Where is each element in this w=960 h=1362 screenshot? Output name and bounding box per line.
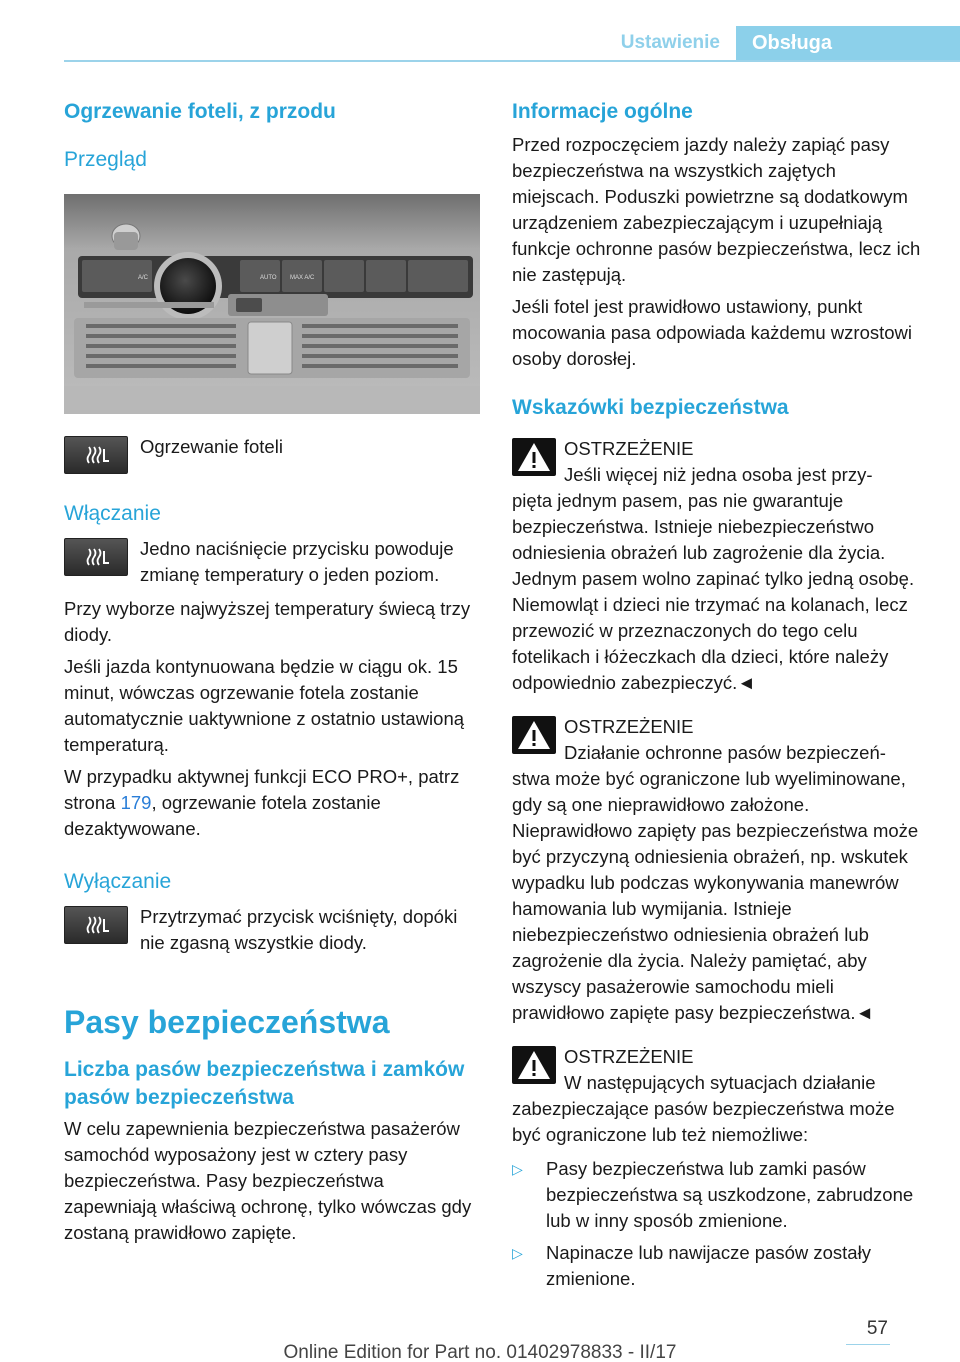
belts-count-heading: Liczba pasów bezpieczeństwa i zamków pasów bezpieczeństwa xyxy=(64,1058,465,1109)
seat-heating-icon xyxy=(64,906,128,944)
warning-text: pięta jednym pasem, pas nie gwarantuje bezpieczeństwa. Istnieje niebezpieczeństwo odniesienia obrażeń lub zagrożenie dla życia. Jednym pasem wolno zapinać tylko jedną osobę. Niemowląt i dzieci nie trzymać na kolanach, lecz przewozić w przeznaczonych do tego celu fotelikach i łóżeczkach dla dzieci, które należy odpowiednio zabezpieczyć.◄ xyxy=(512,490,915,693)
section-tab[interactable]: Ustawienie xyxy=(620,32,720,53)
general-info-heading: Informacje ogólne xyxy=(512,100,693,123)
paragraph: Jeśli fotel jest prawidłowo ustawiony, punkt mocowania pasa odpowiada każdemu wzrostowi osoby dorosłej. xyxy=(512,296,913,369)
right-column xyxy=(512,98,922,1298)
climate-panel-photo xyxy=(64,194,480,414)
svg-text:AUTO: AUTO xyxy=(260,275,277,281)
safety-notes-heading: Wskazówki bezpieczeństwa xyxy=(512,396,789,419)
paragraph: Przy wyborze najwyższej temperatury świecą trzy diody. xyxy=(64,598,471,645)
warning-triangle-icon xyxy=(512,716,556,754)
seat-heating-title: Ogrzewanie foteli, z przodu xyxy=(64,100,336,123)
warning-label: OSTRZEŻENIE xyxy=(564,1046,694,1067)
bullet-arrow-icon: ▷ xyxy=(512,1161,523,1177)
switch-off-text: Przytrzymać przycisk wciśnięty, dopóki nie zgasną wszystkie diody. xyxy=(140,906,458,953)
paragraph: W celu zapewnienia bezpieczeństwa pasażerów samochód wyposażony jest w cztery pasy bezpieczeństwa. Pasy bezpieczeństwa zapewniają właściwą ochronę, tylko wówczas gdy zostaną prawidłowo zapięte. xyxy=(64,1118,472,1243)
warning-lead: OSTRZEŻENIE Działanie ochronne pasów bezpieczeń- xyxy=(564,716,886,763)
list-item: ▷ Napinacze lub nawijacze pasów zostały zmienione. xyxy=(512,1240,922,1292)
switch-on-instruction xyxy=(64,536,480,588)
warning-label: OSTRZEŻENIE xyxy=(564,716,694,737)
warning-triangle-icon xyxy=(512,1046,556,1084)
warning-block xyxy=(512,714,922,1026)
warning-block xyxy=(512,1044,922,1148)
switch-on-text: Jedno naciśnięcie przycisku powoduje zmianę temperatury o jeden poziom. xyxy=(140,538,454,585)
seat-heating-legend xyxy=(64,434,480,474)
paragraph: Jeśli jazda kontynuowana będzie w ciągu ok. 15 minut, wówczas ogrzewanie fotela zostanie automatycznie uaktywnione z ostatnio ustawioną temperaturą. xyxy=(64,656,465,755)
left-column xyxy=(64,98,480,1252)
seat-belts-title: Pasy bezpieczeństwa xyxy=(64,1004,390,1040)
list-item: ▷ Pasy bezpieczeństwa lub zamki pasów bezpieczeństwa są uszkodzone, zabrudzone lub w inny sposób zmienione. xyxy=(512,1156,922,1234)
warning-text: zabezpieczające pasów bezpieczeństwa może być ograniczone lub też niemożliwe: xyxy=(512,1098,895,1145)
header-rule xyxy=(64,60,960,62)
page-footer xyxy=(0,1318,960,1362)
warning-lead: OSTRZEŻENIE Jeśli więcej niż jedna osoba jest przy- xyxy=(564,438,873,485)
seat-heating-label: Ogrzewanie foteli xyxy=(140,436,283,457)
overview-heading: Przegląd xyxy=(64,148,147,171)
bullet-arrow-icon: ▷ xyxy=(512,1245,523,1261)
switch-on-heading: Włączanie xyxy=(64,502,161,525)
paragraph: Przed rozpoczęciem jazdy należy zapiąć pasy bezpieczeństwa na wszystkich zajętych miejscach. Poduszki powietrzne są dodatkowym urządzeniem zabezpieczającym i uzupełniają funkcje ochronne pasów bezpieczeństwa, lecz ich nie zastępują. xyxy=(512,134,921,285)
svg-text:A/C: A/C xyxy=(138,275,149,281)
warning-block xyxy=(512,436,922,696)
warning-label: OSTRZEŻENIE xyxy=(564,438,694,459)
seat-heating-icon xyxy=(64,436,128,474)
chapter-tab[interactable]: Obsługa xyxy=(736,26,960,62)
seat-heating-icon xyxy=(64,538,128,576)
paragraph-eco-pro: W przypadku aktywnej funkcji ECO PRO+, patrz strona 179, ogrzewanie fotela zostanie dezaktywowane. xyxy=(64,766,460,839)
warning-text: stwa może być ograniczone lub wyeliminowane, gdy są one nieprawidłowo założone. Nieprawidłowo zapięty pas bezpieczeństwa może być przyczyną odniesienia obrażeń, np. wskutek wypadku lub podczas wykonywania manewrów hamowania lub wymijania. Istnieje niebezpieczeństwo odniesienia obrażeń lub zagrożenie dla życia. Należy pamiętać, aby wszyscy pasażerowie samochodu mieli prawidłowo zapięte pasy bezpieczeństwa.◄ xyxy=(512,768,919,1023)
page-header xyxy=(0,0,960,62)
edition-note: Online Edition for Part no. 01402978833 - II/17 xyxy=(283,1342,677,1362)
svg-text:MAX A/C: MAX A/C xyxy=(290,275,315,281)
switch-off-instruction xyxy=(64,904,480,956)
switch-off-heading: Wyłączanie xyxy=(64,870,172,893)
warning-lead: OSTRZEŻENIE W następujących sytuacjach działanie xyxy=(564,1046,876,1093)
page-link[interactable]: 179 xyxy=(120,792,152,813)
warning-triangle-icon xyxy=(512,438,556,476)
page-number: 57 xyxy=(866,1318,888,1339)
